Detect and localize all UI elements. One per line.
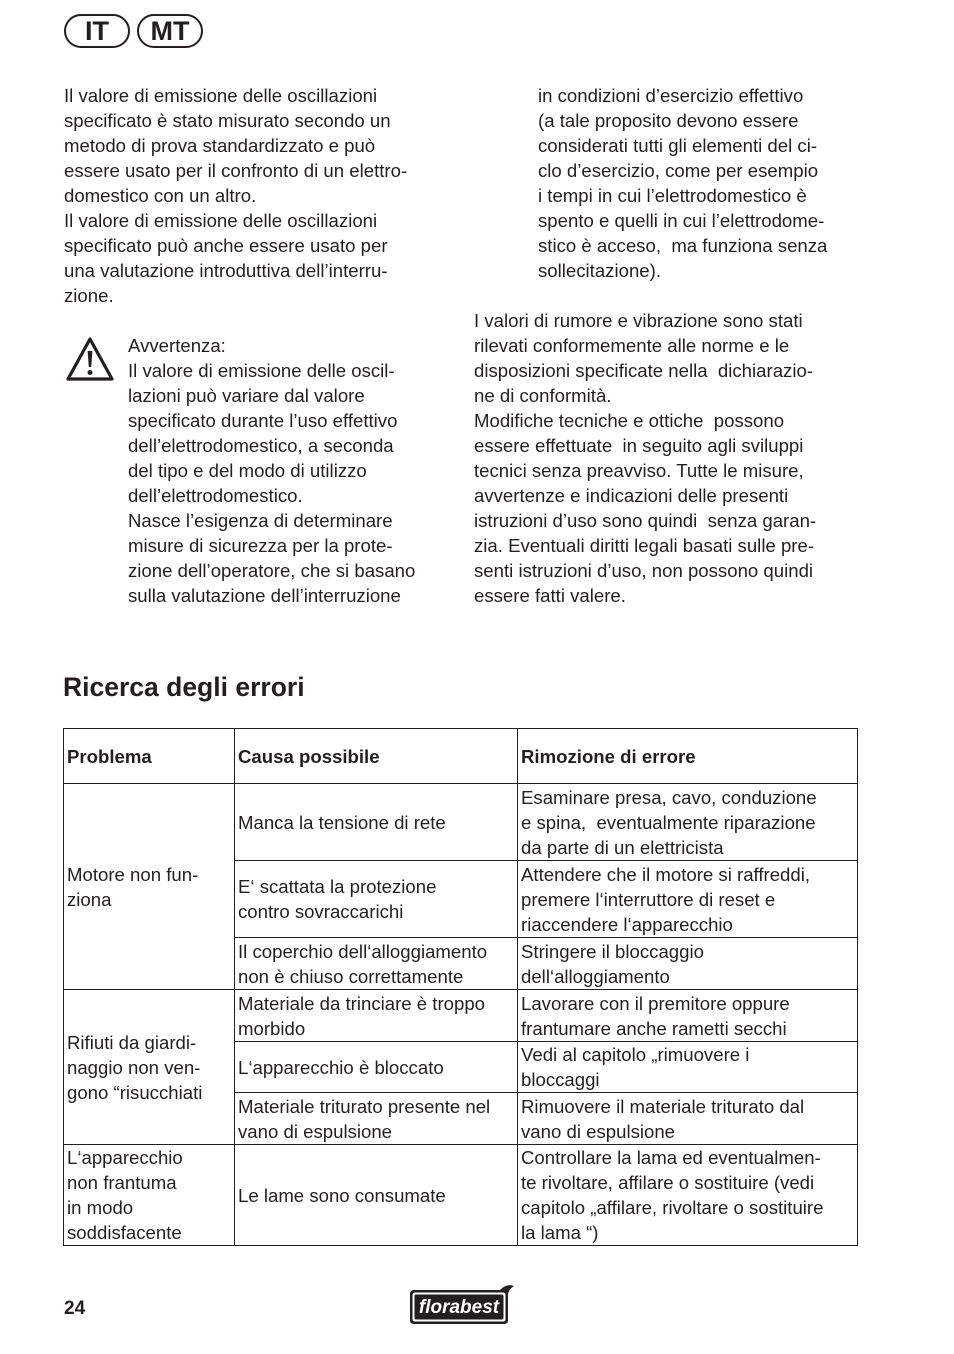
cause-cell: Materiale triturato presente nel vano di espulsione — [235, 1093, 518, 1145]
right-column — [474, 308, 869, 608]
page-number: 24 — [64, 1298, 86, 1319]
paragraph: Il valore di emissione delle oscillazioni specificato può anche essere usato per una valutazione introduttiva dell’interru- zione. — [64, 210, 388, 306]
warning-box — [128, 333, 458, 608]
table-row — [64, 784, 858, 861]
header-cause: Causa possibile — [235, 729, 518, 784]
cause-cell: Materiale da trinciare è troppo morbido — [235, 990, 518, 1042]
logo-wordmark: florabest — [418, 1297, 500, 1318]
remedy-cell: Esaminare presa, cavo, conduzione e spina, eventualmente riparazione da parte di un elettricista — [518, 784, 858, 861]
section-title: Ricerca degli errori — [63, 672, 305, 702]
warning-paragraph: Il valore di emissione delle oscil- lazioni può variare dal valore specificato durante l’uso effettivo dell’elettrodomestico, a seconda del tipo e del modo di utilizzo dell’elettrodomestico. — [128, 360, 398, 506]
remedy-cell: Controllare la lama ed eventualmen- te rivoltare, affilare o sostituire (vedi capitolo „affilare, rivoltare o sostituire la lama “) — [518, 1145, 858, 1246]
cause-cell: Le lame sono consumate — [235, 1145, 518, 1246]
table-header-row — [64, 729, 858, 784]
paragraph: in condizioni d’esercizio effettivo (a tale proposito devono essere considerati tutti gli elementi del ci- clo d’esercizio, come per esempio i tempi in cui l’elettrodomestico è spento e quelli in cui l’elettrodome- stico è acceso, ma funziona senza sollecitazione). — [538, 85, 828, 281]
warning-title: Avvertenza: — [128, 335, 226, 356]
paragraph: I valori di rumore e vibrazione sono stati rilevati conformemente alle norme e le disposizioni specificate nella dichiarazio- ne di conformità. — [474, 310, 813, 406]
problem-cell: Motore non fun- ziona — [64, 784, 235, 990]
left-column — [64, 83, 454, 308]
warning-paragraph: Nasce l’esigenza di determinare misure di sicurezza per la prote- zione dell’operatore, che si basano sulla valutazione dell’interruzione — [128, 510, 416, 606]
remedy-cell: Rimuovere il materiale triturato dal vano di espulsione — [518, 1093, 858, 1145]
problem-cell: L‘apparecchio non frantuma in modo soddisfacente — [64, 1145, 235, 1246]
header-remedy: Rimozione di errore — [518, 729, 858, 784]
right-column-continuation — [538, 83, 868, 283]
remedy-cell: Vedi al capitolo „rimuovere i bloccaggi — [518, 1042, 858, 1093]
cause-cell: Il coperchio dell‘alloggiamento non è chiuso correttamente — [235, 938, 518, 990]
header-problem: Problema — [64, 729, 235, 784]
cause-cell: L‘apparecchio è bloccato — [235, 1042, 518, 1093]
warning-triangle-icon — [65, 336, 115, 382]
troubleshooting-table — [63, 728, 858, 1246]
table-row — [64, 990, 858, 1042]
problem-cell: Rifiuti da giardi- naggio non ven- gono “risucchiati — [64, 990, 235, 1145]
cause-cell: Manca la tensione di rete — [235, 784, 518, 861]
remedy-cell: Lavorare con il premitore oppure frantumare anche rametti secchi — [518, 990, 858, 1042]
paragraph: Il valore di emissione delle oscillazioni specificato è stato misurato secondo un metodo di prova standardizzato e può essere usato per il confronto di un elettro- domestico con un altro. — [64, 85, 408, 206]
remedy-cell: Attendere che il motore si raffreddi, premere l‘interruttore di reset e riaccendere l‘apparecchio — [518, 861, 858, 938]
florabest-logo — [406, 1282, 516, 1326]
lang-badge-mt: MT — [137, 14, 203, 48]
paragraph: Modifiche tecniche e ottiche possono essere effettuate in seguito agli sviluppi tecnici senza preavviso. Tutte le misure, avvertenze e indicazioni delle presenti istruzioni d’uso sono quindi senza garan- zia. Eventuali diritti legali basati sulle pre- senti istruzioni d’uso, non possono quindi essere fatti valere. — [474, 410, 817, 606]
table-row — [64, 1145, 858, 1246]
cause-cell: E‘ scattata la protezione contro sovraccarichi — [235, 861, 518, 938]
lang-badge-it: IT — [64, 14, 130, 48]
remedy-cell: Stringere il bloccaggio dell‘alloggiamento — [518, 938, 858, 990]
